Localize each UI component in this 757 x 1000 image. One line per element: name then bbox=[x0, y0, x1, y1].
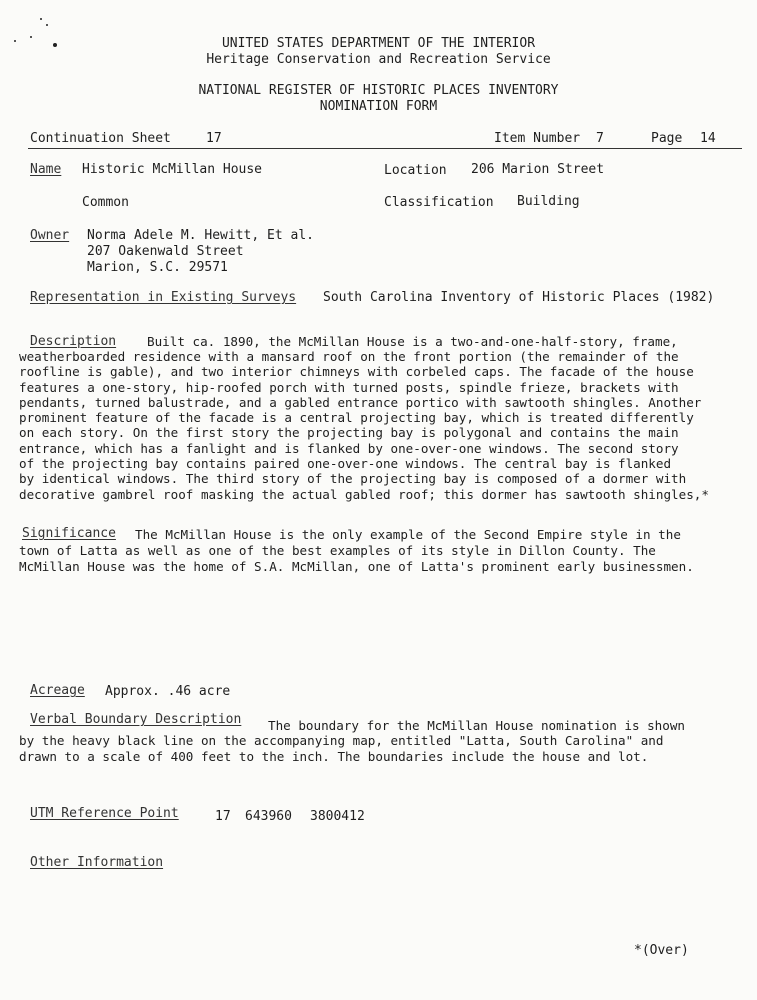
item-number-label: Item Number bbox=[494, 131, 581, 146]
description-line: on each story. On the first story the projecting bay is polygonal and contains the main bbox=[19, 425, 679, 440]
description-line: decorative gambrel roof masking the actual gabled roof; this dormer has sawtooth shingles,* bbox=[19, 487, 709, 502]
description-line: weatherboarded residence with a mansard roof on the front portion (the remainder of the bbox=[19, 349, 679, 364]
description-label: Description bbox=[30, 334, 117, 349]
scan-speck bbox=[40, 18, 42, 20]
description-line: roofline is gable), and two interior chimneys with corbeled caps. The facade of the house bbox=[19, 364, 694, 379]
scan-speck bbox=[46, 24, 48, 26]
historic-name: Historic McMillan House bbox=[82, 162, 263, 177]
item-number-value: 7 bbox=[596, 131, 604, 146]
classification-value: Building bbox=[517, 194, 580, 209]
agency-subtitle: Heritage Conservation and Recreation Service bbox=[206, 52, 551, 67]
significance-label: Significance bbox=[22, 526, 116, 541]
significance-line: McMillan House was the home of S.A. McMillan, one of Latta's prominent early businessmen. bbox=[19, 559, 694, 574]
acreage-label: Acreage bbox=[30, 683, 85, 698]
description-line: features a one-story, hip-roofed porch with turned posts, spindle frieze, brackets with bbox=[19, 380, 679, 395]
owner-city: Marion, S.C. 29571 bbox=[87, 260, 228, 275]
owner-street: 207 Oakenwald Street bbox=[87, 244, 244, 259]
owner-name: Norma Adele M. Hewitt, Et al. bbox=[87, 228, 314, 243]
other-information-label: Other Information bbox=[30, 855, 164, 870]
common-name-label: Common bbox=[82, 195, 129, 210]
header-rule bbox=[28, 148, 742, 149]
significance-line: The McMillan House is the only example of the Second Empire style in the bbox=[135, 527, 681, 542]
utm-zone: 17 bbox=[215, 809, 231, 824]
boundary-line: The boundary for the McMillan House nomination is shown bbox=[268, 718, 686, 733]
utm-northing: 3800412 bbox=[310, 809, 365, 824]
name-label: Name bbox=[30, 162, 62, 177]
agency-title: UNITED STATES DEPARTMENT OF THE INTERIOR bbox=[221, 36, 536, 51]
boundary-line: drawn to a scale of 400 feet to the inch. The boundaries include the house and lot. bbox=[19, 749, 649, 764]
description-line: prominent feature of the facade is a central projecting bay, which is treated differently bbox=[19, 410, 694, 425]
page-label: Page bbox=[651, 131, 683, 146]
acreage-value: Approx. .46 acre bbox=[105, 684, 231, 699]
register-title: NATIONAL REGISTER OF HISTORIC PLACES INVENTORY bbox=[198, 83, 559, 98]
description-line: entrance, which has a fanlight and is flanked by one-over-one windows. The second story bbox=[19, 441, 679, 456]
page-value: 14 bbox=[700, 131, 716, 146]
description-line: of the projecting bay contains paired one-over-one windows. The central bay is flanked bbox=[19, 456, 672, 471]
description-line: Built ca. 1890, the McMillan House is a two-and-one-half-story, frame, bbox=[147, 334, 678, 349]
classification-label: Classification bbox=[384, 195, 494, 210]
representation-label: Representation in Existing Surveys bbox=[30, 290, 297, 305]
utm-easting: 643960 bbox=[245, 809, 292, 824]
location-label: Location bbox=[384, 163, 447, 178]
significance-line: town of Latta as well as one of the best examples of its style in Dillon County. The bbox=[19, 543, 656, 558]
owner-label: Owner bbox=[30, 228, 70, 243]
form-title: NOMINATION FORM bbox=[319, 99, 438, 114]
description-line: by identical windows. The third story of the projecting bay is composed of a dormer with bbox=[19, 471, 687, 486]
location-value: 206 Marion Street bbox=[471, 162, 605, 177]
continuation-sheet-value: 17 bbox=[206, 131, 222, 146]
boundary-label: Verbal Boundary Description bbox=[30, 712, 242, 727]
utm-label: UTM Reference Point bbox=[30, 806, 179, 821]
continuation-sheet-label: Continuation Sheet bbox=[30, 131, 171, 146]
boundary-line: by the heavy black line on the accompanying map, entitled "Latta, South Carolina" and bbox=[19, 733, 664, 748]
description-line: pendants, turned balustrade, and a gabled entrance portico with sawtooth shingles. Another bbox=[19, 395, 702, 410]
representation-value: South Carolina Inventory of Historic Places (1982) bbox=[323, 290, 715, 305]
over-note: *(Over) bbox=[634, 943, 689, 958]
